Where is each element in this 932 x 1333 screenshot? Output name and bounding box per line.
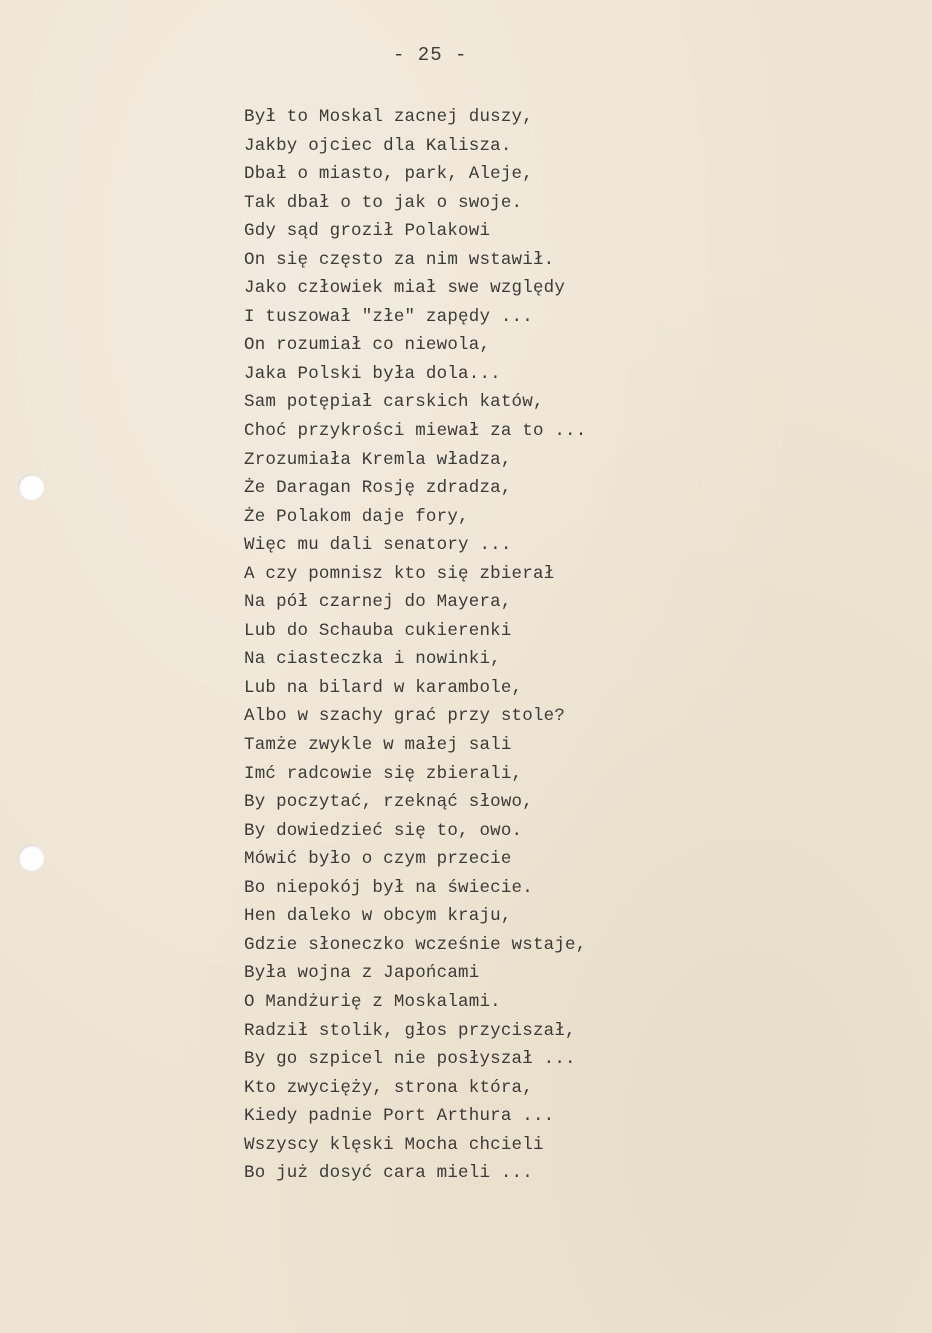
poem-line: Była wojna z Japońcami xyxy=(244,963,480,984)
poem-line: Lub do Schauba cukierenki xyxy=(244,620,512,641)
poem-line: Kto zwycięży, strona która, xyxy=(244,1077,533,1098)
poem-line: Gdy sąd groził Polakowi xyxy=(244,221,491,242)
poem-line: Tamże zwykle w małej sali xyxy=(244,735,512,756)
poem-line: By poczytać, rzeknąć słowo, xyxy=(244,792,533,813)
poem-line: Hen daleko w obcym kraju, xyxy=(244,906,512,927)
poem-line: Radził stolik, głos przyciszał, xyxy=(244,1020,576,1041)
poem-line: Na ciasteczka i nowinki, xyxy=(244,649,501,670)
poem-line: Więc mu dali senatory ... xyxy=(244,535,512,556)
poem-line: On się często za nim wstawił. xyxy=(244,249,555,270)
poem-line: Kiedy padnie Port Arthura ... xyxy=(244,1106,555,1127)
poem-line: Był to Moskal zacnej duszy, xyxy=(244,107,533,127)
poem-line: Albo w szachy grać przy stole? xyxy=(244,706,566,727)
poem-line: I tuszował "złe" zapędy ... xyxy=(244,306,533,327)
poem-line: Lub na bilard w karambole, xyxy=(244,677,523,698)
poem-line: Gdzie słoneczko wcześnie wstaje, xyxy=(244,934,587,955)
poem-text xyxy=(244,103,586,1188)
poem-line: By dowiedzieć się to, owo. xyxy=(244,820,523,841)
poem-line: Na pół czarnej do Mayera, xyxy=(244,592,512,613)
poem-line: Tak dbał o to jak o swoje. xyxy=(244,192,523,213)
poem-line: Jako człowiek miał swe względy xyxy=(244,278,566,299)
poem-line: Zrozumiała Kremla władza, xyxy=(244,449,512,470)
poem-line: By go szpicel nie posłyszał ... xyxy=(244,1049,576,1070)
poem-line: Że Polakom daje fory, xyxy=(244,506,469,527)
poem-line: O Mandżurię z Moskalami. xyxy=(244,991,501,1012)
poem-line: Sam potępiał carskich katów, xyxy=(244,392,544,413)
poem-line: Bo już dosyć cara mieli ... xyxy=(244,1163,533,1184)
poem-line: Imć radcowie się zbierali, xyxy=(244,763,523,784)
page-number: - 25 - xyxy=(393,44,468,66)
punch-hole xyxy=(18,474,44,500)
poem-line: Dbał o miasto, park, Aleje, xyxy=(244,164,533,185)
poem-line: A czy pomnisz kto się zbierał xyxy=(244,563,555,584)
poem-line: Choć przykrości miewał za to ... xyxy=(244,421,587,442)
poem-line: Jakby ojciec dla Kalisza. xyxy=(244,135,512,156)
poem-line: Mówić było o czym przecie xyxy=(244,849,512,870)
poem-line: Jaka Polski była dola... xyxy=(244,363,501,384)
punch-hole xyxy=(18,845,44,871)
poem-line: Że Daragan Rosję zdradza, xyxy=(244,478,512,499)
poem-line: Wszyscy klęski Mocha chcieli xyxy=(244,1134,544,1155)
poem-line: On rozumiał co niewola, xyxy=(244,335,491,356)
poem-line: Bo niepokój był na świecie. xyxy=(244,877,533,898)
